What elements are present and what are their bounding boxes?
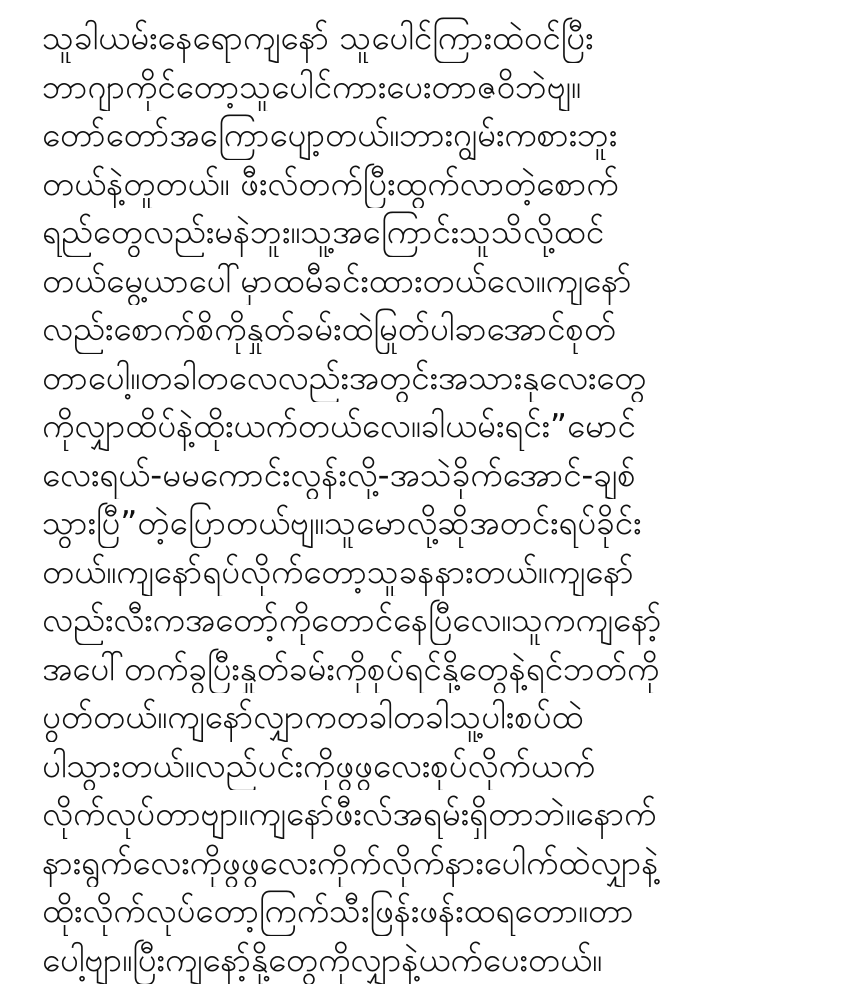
text-line-4: တယ်နဲ့တူတယ်။ ဖီးလ်တက်ပြီးထွက်လာတဲ့စောက် (42, 163, 619, 203)
text-line-9: ကိုလျှာထိပ်နဲ့ထိုးယက်တယ်လေ။ခါယမ်းရင်း”မောင် (42, 406, 636, 445)
text-line-6: တယ်မွေ့ယာပေါ်မှာထမီခင်းထားတယ်လေ။ကျနော် (42, 260, 632, 300)
text-line-17: လိုက်လုပ်တာဗျာ။ကျနော်ဖီးလ်အရမ်းရှိတာဘဲ။နောက် (42, 794, 657, 833)
text-line-10: လေးရယ်-မမကောင်းလွန်းလို့-အသဲခိုက်အောင်-ချစ် (42, 454, 636, 494)
text-line-19: ထိုးလိုက်လုပ်တော့ကြက်သီးဖြန်းဖန်းထရတော။တာ (42, 891, 634, 930)
text-line-20: ပေါ့ဗျာ။ပြီးကျနော့်နို့တွေကိုလျှာနဲ့ယက်ပေးတယ်။ (42, 939, 602, 979)
text-line-18: နားရွက်လေးကိုဖွဖွလေးကိုက်လိုက်နားပေါက်ထဲလျှာနဲ့ (42, 842, 659, 882)
text-line-3: တော်တော်အကြောပျော့တယ်။ဘားဂျွမ်းကစားဘူး (42, 115, 618, 154)
paragraph-text (42, 14, 847, 984)
text-line-12: တယ်။ကျနော်ရပ်လိုက်တော့သူခနနားတယ်။ကျနော် (42, 551, 634, 591)
text-line-5: ရည်တွေလည်းမနဲဘူး။သူ့အကြောင်းသူသိလို့ထင် (42, 212, 604, 251)
text-line-14: အပေါ်တက်ခွပြီးနှုတ်ခမ်းကိုစုပ်ရင်နို့တွေနဲ့ရင်ဘတ်ကို (42, 648, 660, 688)
text-line-15: ပွတ်တယ်။ကျနော်လျှာကတခါတခါသူ့ပါးစပ်ထဲ (42, 697, 584, 736)
text-line-8: တာပေါ့။တခါတလေလည်းအတွင်းအသားနုလေးတွေ (42, 357, 647, 397)
text-line-2: ဘာဂျာကိုင်တော့သူပေါင်ကားပေးတာဇဝိဘဲဗျ။ (42, 66, 581, 106)
text-line-1: သူခါယမ်းနေရောကျနော် သူပေါင်ကြားထဲဝင်ပြီး (42, 18, 594, 57)
text-line-16: ပါသွားတယ်။လည်ပင်းကိုဖွဖွလေးစုပ်လိုက်ယက် (42, 745, 596, 785)
text-line-13: လည်းလီးကအတော့်ကိုတောင်နေပြီလေ။သူကကျနော့် (42, 600, 662, 639)
text-line-7: လည်းစောက်စိကိုနှုတ်ခမ်းထဲမြုတ်ပါခာအောင်စုတ် (42, 309, 616, 348)
text-line-11: သွားပြီ”တဲ့ပြောတယ်ဗျ။သူမောလို့ဆိုအတင်းရပ်ခိုင်း (42, 503, 642, 542)
